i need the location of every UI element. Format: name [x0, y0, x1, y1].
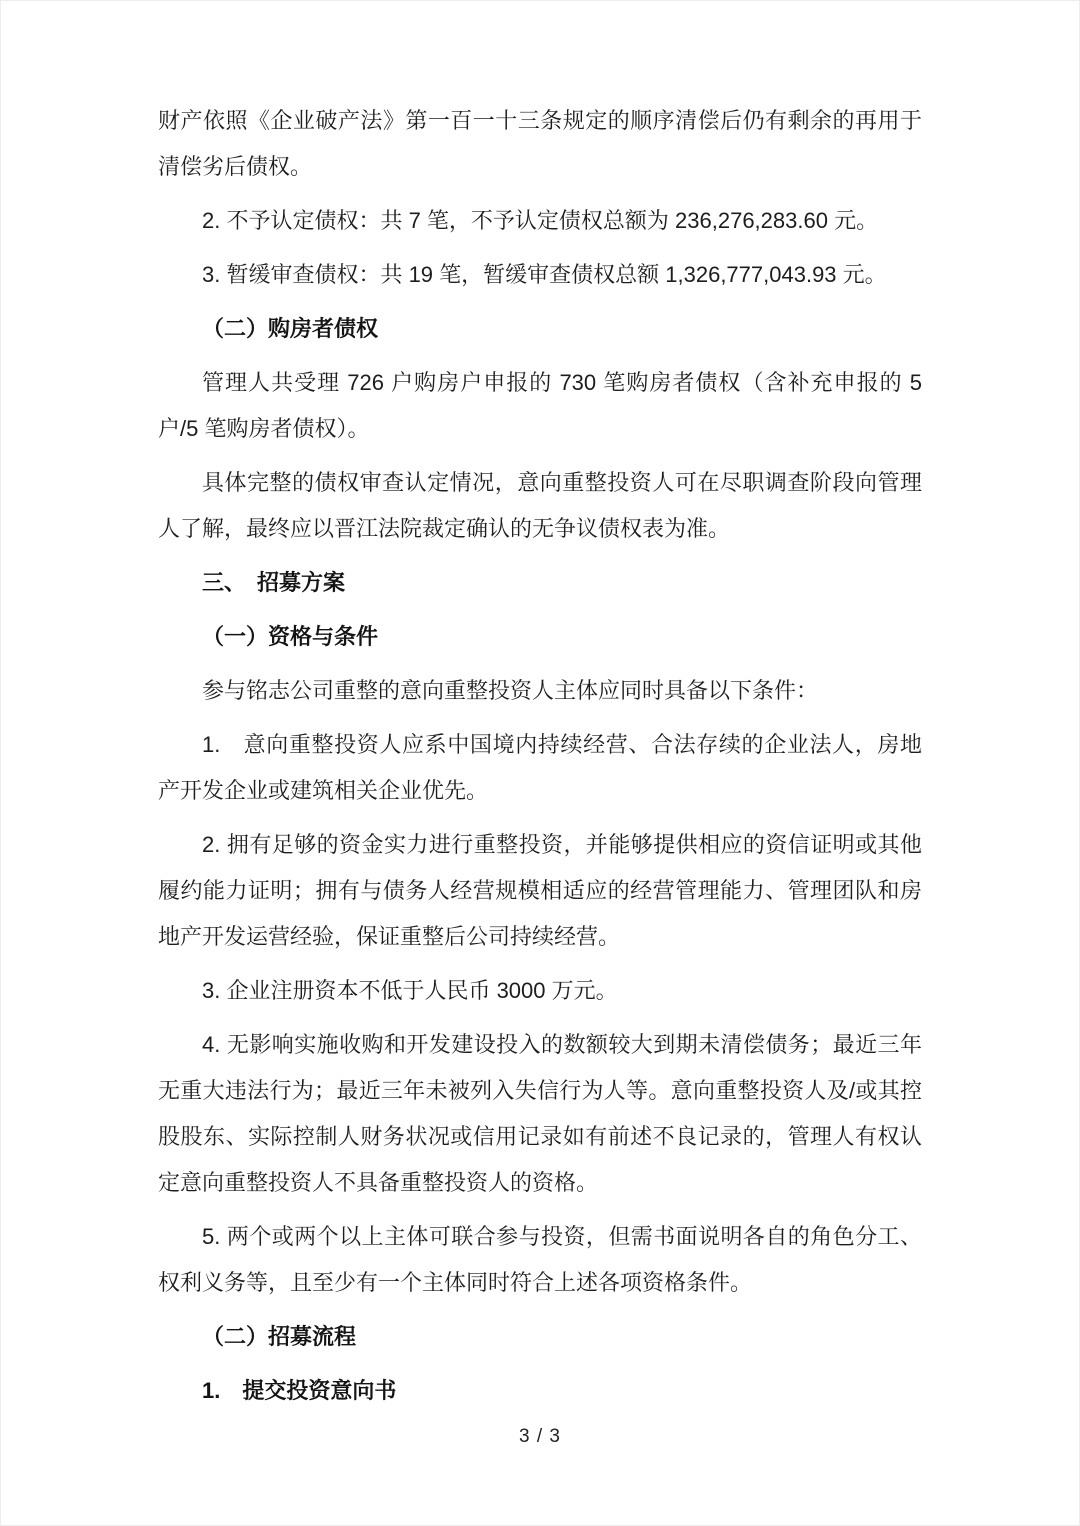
heading-homebuyer-claims: （二）购房者债权 [202, 316, 379, 341]
heading-recruitment-process: （二）招募流程 [202, 1324, 357, 1349]
heading-submit-loi: 1. 提交投资意向书 [202, 1378, 397, 1403]
paragraph-clearance-remainder: 财产依照《企业破产法》第一百一十三条规定的顺序清偿后仍有剩余的再用于清偿劣后债权。 [158, 108, 922, 179]
item-condition-4: 4. 无影响实施收购和开发建设投入的数额较大到期未清偿债务；最近三年无重大违法行为；最近三年未被列入失信行为人等。意向重整投资人及/或其控股股东、实际控制人财务状况或信用记录如有前述不良记录的，管理人有权认定意向重整投资人不具备重整投资人的资格。 [158, 1032, 922, 1195]
item-suspended-claims: 3. 暂缓审查债权：共 19 笔，暂缓审查债权总额 1,326,777,043.93 元。 [202, 262, 887, 287]
paragraph-homebuyer-claims-summary: 管理人共受理 726 户购房户申报的 730 笔购房者债权（含补充申报的 5 户/5 笔购房者债权）。 [158, 370, 922, 441]
paragraph-claim-review-note: 具体完整的债权审查认定情况，意向重整投资人可在尽职调查阶段向管理人了解，最终应以晋江法院裁定确认的无争议债权表为准。 [158, 470, 922, 541]
item-condition-3: 3. 企业注册资本不低于人民币 3000 万元。 [202, 978, 618, 1003]
page-number: 3 / 3 [519, 1426, 561, 1447]
heading-qualifications: （一）资格与条件 [202, 624, 379, 649]
item-condition-1: 1. 意向重整投资人应系中国境内持续经营、合法存续的企业法人，房地产开发企业或建筑相关企业优先。 [158, 732, 922, 803]
item-unrecognized-claims: 2. 不予认定债权：共 7 笔，不予认定债权总额为 236,276,283.60 元。 [202, 208, 879, 233]
heading-recruitment-plan: 三、 招募方案 [202, 570, 346, 595]
paragraph-conditions-intro: 参与铭志公司重整的意向重整投资人主体应同时具备以下条件： [202, 678, 819, 703]
item-condition-2: 2. 拥有足够的资金实力进行重整投资，并能够提供相应的资信证明或其他履约能力证明；拥有与债务人经营规模相适应的经营管理能力、管理团队和房地产开发运营经验，保证重整后公司持续经营。 [158, 832, 922, 949]
item-condition-5: 5. 两个或两个以上主体可联合参与投资，但需书面说明各自的角色分工、权利义务等，且至少有一个主体同时符合上述各项资格条件。 [158, 1224, 922, 1295]
